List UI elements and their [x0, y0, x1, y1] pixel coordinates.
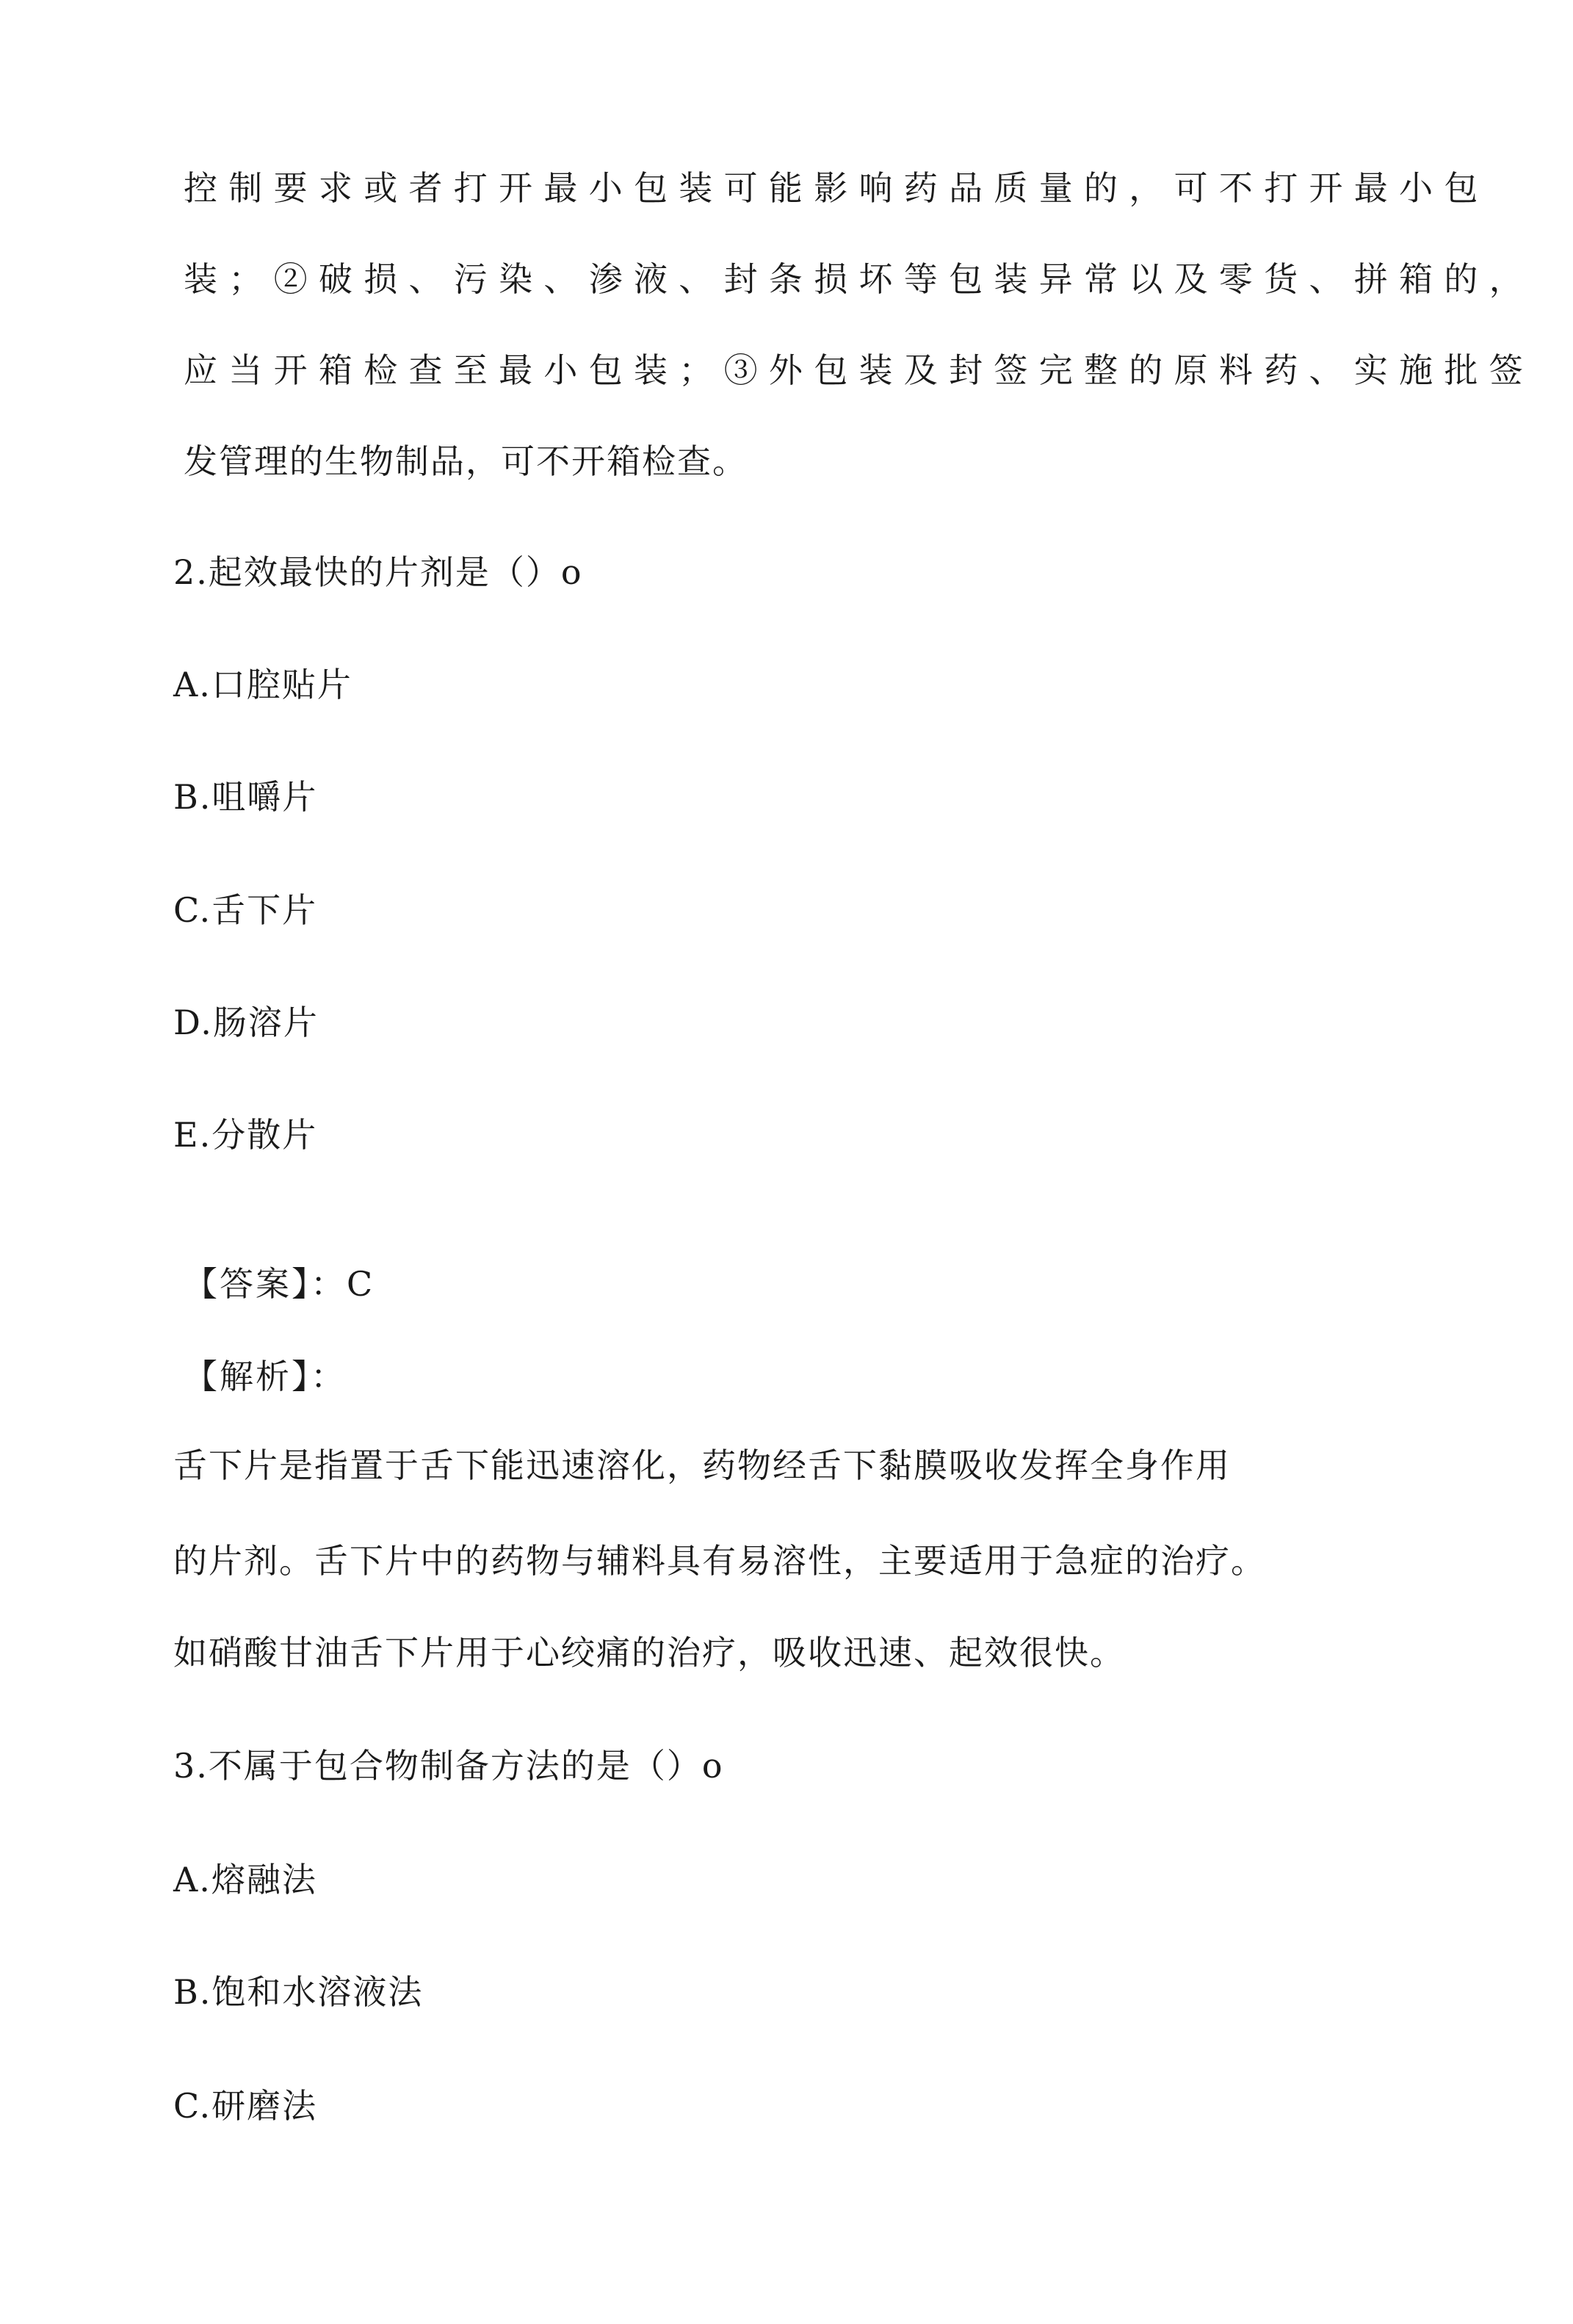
- intro-line-3: 应当开箱检查至最小包装；③外包装及封签完整的原料药、实施批签: [184, 350, 1534, 390]
- question-2-analysis-line-1: 舌下片是指置于舌下能迅速溶化，药物经舌下黏膜吸收发挥全身作用: [173, 1446, 1231, 1485]
- question-2-analysis-line-2: 的片剂。舌下片中的药物与辅料具有易溶性，主要适用于急症的治疗。: [173, 1541, 1266, 1581]
- question-2-option-c: C.舌下片: [173, 890, 318, 930]
- question-2-analysis-line-3: 如硝酸甘油舌下片用于心绞痛的治疗，吸收迅速、起效很快。: [173, 1633, 1125, 1672]
- intro-line-4: 发管理的生物制品，可不开箱检查。: [184, 441, 748, 481]
- question-2-stem: 2.起效最快的片剂是（）o: [173, 552, 583, 592]
- question-3-option-a: A.熔融法: [173, 1860, 317, 1899]
- intro-line-1: 控制要求或者打开最小包装可能影响药品质量的，可不打开最小包: [184, 168, 1489, 208]
- question-3-option-b: B.饱和水溶液法: [173, 1972, 424, 2012]
- question-2-option-d: D.肠溶片: [173, 1003, 319, 1042]
- question-2-answer: 【答案】：C: [184, 1264, 375, 1304]
- question-3-stem: 3.不属于包合物制备方法的是（）o: [173, 1746, 724, 1786]
- question-2-analysis-label: 【解析】：: [184, 1357, 347, 1396]
- question-3-option-c: C.研磨法: [173, 2086, 318, 2126]
- intro-line-2: 装；②破损、污染、渗液、封条损坏等包装异常以及零货、拼箱的，: [184, 259, 1534, 299]
- question-2-option-b: B.咀嚼片: [173, 777, 318, 817]
- question-2-option-a: A.口腔贴片: [173, 665, 352, 704]
- question-2-option-e: E.分散片: [173, 1115, 318, 1155]
